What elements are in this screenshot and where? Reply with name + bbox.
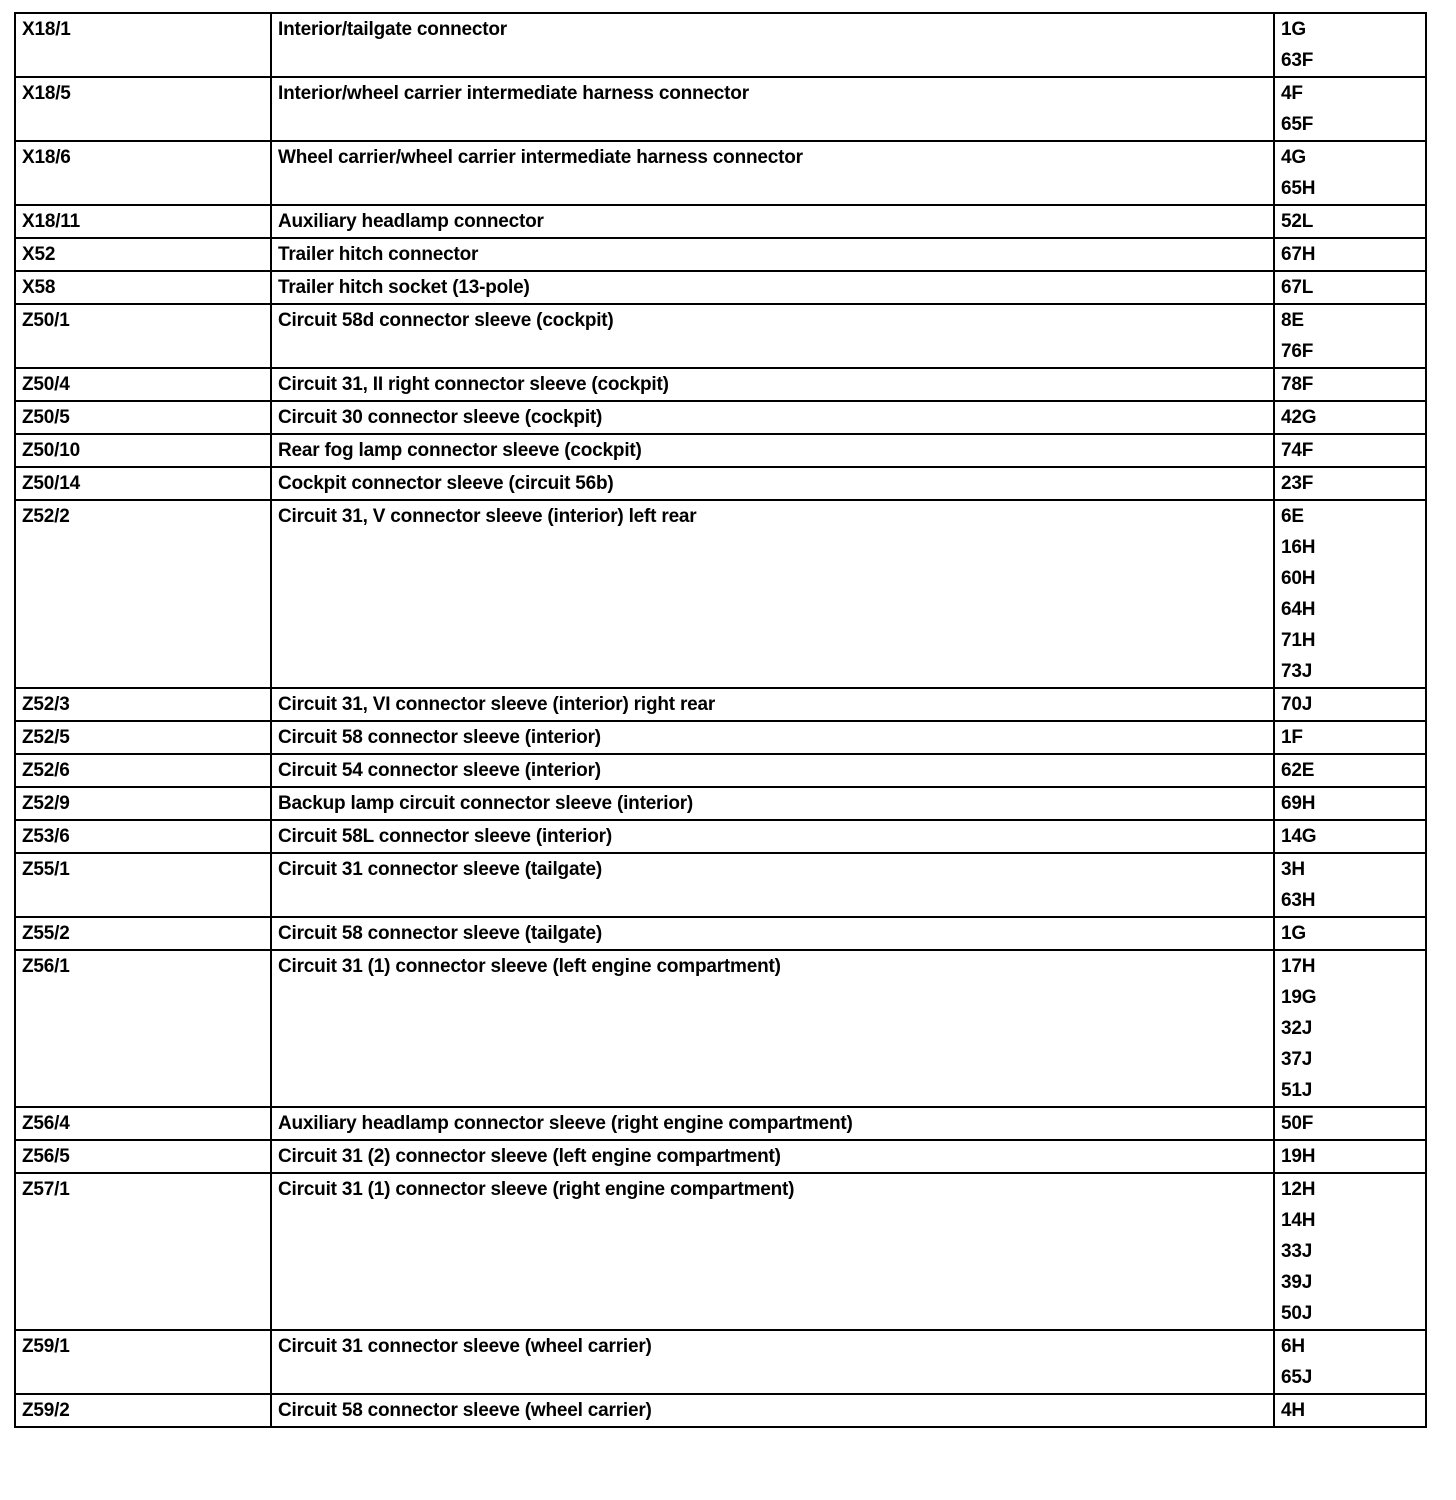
grid-location-cell bbox=[1274, 721, 1426, 754]
component-code-cell: Z52/2 bbox=[15, 500, 271, 688]
grid-location-cell bbox=[1274, 688, 1426, 721]
grid-location: 51J bbox=[1281, 1080, 1313, 1101]
component-code-cell: X18/1 bbox=[15, 13, 271, 77]
grid-location-cell bbox=[1274, 368, 1426, 401]
grid-location: 1G bbox=[1281, 923, 1306, 944]
table-row bbox=[15, 434, 1426, 467]
legend-table-body bbox=[15, 13, 1426, 1427]
table-row bbox=[15, 77, 1426, 141]
grid-location-cell bbox=[1274, 1330, 1426, 1394]
grid-location-cell bbox=[1274, 271, 1426, 304]
grid-location-cell bbox=[1274, 1140, 1426, 1173]
grid-location: 50F bbox=[1281, 1113, 1314, 1134]
component-code-cell: X18/11 bbox=[15, 205, 271, 238]
grid-location: 73J bbox=[1281, 661, 1313, 682]
component-description-cell: Interior/wheel carrier intermediate harness connector bbox=[271, 77, 1274, 141]
grid-location: 6H bbox=[1281, 1336, 1305, 1357]
grid-location-cell bbox=[1274, 1107, 1426, 1140]
component-description-cell: Circuit 58d connector sleeve (cockpit) bbox=[271, 304, 1274, 368]
table-row bbox=[15, 401, 1426, 434]
grid-location-cell bbox=[1274, 238, 1426, 271]
grid-location-cell bbox=[1274, 917, 1426, 950]
grid-location-cell bbox=[1274, 434, 1426, 467]
table-row bbox=[15, 820, 1426, 853]
component-description-cell: Interior/tailgate connector bbox=[271, 13, 1274, 77]
grid-location-cell bbox=[1274, 401, 1426, 434]
component-description-cell: Circuit 30 connector sleeve (cockpit) bbox=[271, 401, 1274, 434]
table-row bbox=[15, 688, 1426, 721]
grid-location: 67H bbox=[1281, 244, 1316, 265]
table-row bbox=[15, 13, 1426, 77]
component-code-cell: Z50/5 bbox=[15, 401, 271, 434]
component-code-cell: Z56/1 bbox=[15, 950, 271, 1107]
component-description-cell: Circuit 58L connector sleeve (interior) bbox=[271, 820, 1274, 853]
grid-location: 19H bbox=[1281, 1146, 1316, 1167]
grid-location: 50J bbox=[1281, 1303, 1313, 1324]
component-code-cell: Z52/9 bbox=[15, 787, 271, 820]
component-legend-table bbox=[14, 12, 1427, 1428]
grid-location: 71H bbox=[1281, 630, 1316, 651]
grid-location: 33J bbox=[1281, 1241, 1313, 1262]
table-row bbox=[15, 141, 1426, 205]
component-description-cell: Circuit 58 connector sleeve (wheel carrier) bbox=[271, 1394, 1274, 1427]
component-code-cell: Z56/5 bbox=[15, 1140, 271, 1173]
component-code-cell: Z57/1 bbox=[15, 1173, 271, 1330]
grid-location-cell bbox=[1274, 304, 1426, 368]
component-description-cell: Circuit 31, V connector sleeve (interior) left rear bbox=[271, 500, 1274, 688]
component-description-cell: Circuit 31 (2) connector sleeve (left engine compartment) bbox=[271, 1140, 1274, 1173]
component-description-cell: Circuit 31 connector sleeve (wheel carrier) bbox=[271, 1330, 1274, 1394]
grid-location: 12H bbox=[1281, 1179, 1316, 1200]
grid-location: 64H bbox=[1281, 599, 1316, 620]
component-description-cell: Circuit 31 (1) connector sleeve (left engine compartment) bbox=[271, 950, 1274, 1107]
table-row bbox=[15, 1394, 1426, 1427]
component-code-cell: Z52/6 bbox=[15, 754, 271, 787]
grid-location: 60H bbox=[1281, 568, 1316, 589]
component-code-cell: Z55/1 bbox=[15, 853, 271, 917]
table-row bbox=[15, 368, 1426, 401]
component-description-cell: Backup lamp circuit connector sleeve (interior) bbox=[271, 787, 1274, 820]
component-description-cell: Circuit 54 connector sleeve (interior) bbox=[271, 754, 1274, 787]
grid-location: 65H bbox=[1281, 178, 1316, 199]
table-row bbox=[15, 917, 1426, 950]
grid-location-cell bbox=[1274, 13, 1426, 77]
component-code-cell: Z50/14 bbox=[15, 467, 271, 500]
grid-location-cell bbox=[1274, 1394, 1426, 1427]
component-code-cell: X18/5 bbox=[15, 77, 271, 141]
table-row bbox=[15, 271, 1426, 304]
component-code-cell: X18/6 bbox=[15, 141, 271, 205]
component-code-cell: Z50/4 bbox=[15, 368, 271, 401]
table-row bbox=[15, 721, 1426, 754]
grid-location-cell bbox=[1274, 467, 1426, 500]
component-code-cell: Z52/5 bbox=[15, 721, 271, 754]
grid-location-cell bbox=[1274, 500, 1426, 688]
component-code-cell: Z56/4 bbox=[15, 1107, 271, 1140]
table-row bbox=[15, 500, 1426, 688]
component-description-cell: Circuit 31 (1) connector sleeve (right engine compartment) bbox=[271, 1173, 1274, 1330]
grid-location: 23F bbox=[1281, 473, 1314, 494]
component-code-cell: Z52/3 bbox=[15, 688, 271, 721]
grid-location: 1F bbox=[1281, 727, 1303, 748]
component-description-cell: Trailer hitch connector bbox=[271, 238, 1274, 271]
grid-location: 4F bbox=[1281, 83, 1303, 104]
grid-location: 62E bbox=[1281, 760, 1315, 781]
table-row bbox=[15, 238, 1426, 271]
grid-location: 74F bbox=[1281, 440, 1314, 461]
grid-location: 63H bbox=[1281, 890, 1316, 911]
table-row bbox=[15, 1173, 1426, 1330]
table-row bbox=[15, 467, 1426, 500]
table-row bbox=[15, 1107, 1426, 1140]
grid-location: 78F bbox=[1281, 374, 1314, 395]
grid-location-cell bbox=[1274, 141, 1426, 205]
component-description-cell: Rear fog lamp connector sleeve (cockpit) bbox=[271, 434, 1274, 467]
table-row bbox=[15, 754, 1426, 787]
component-description-cell: Auxiliary headlamp connector sleeve (right engine compartment) bbox=[271, 1107, 1274, 1140]
grid-location: 42G bbox=[1281, 407, 1317, 428]
component-description-cell: Wheel carrier/wheel carrier intermediate harness connector bbox=[271, 141, 1274, 205]
grid-location: 3H bbox=[1281, 859, 1305, 880]
grid-location: 19G bbox=[1281, 987, 1317, 1008]
grid-location: 65J bbox=[1281, 1367, 1313, 1388]
grid-location: 65F bbox=[1281, 114, 1314, 135]
grid-location: 1G bbox=[1281, 19, 1306, 40]
grid-location: 4H bbox=[1281, 1400, 1305, 1421]
component-description-cell: Circuit 58 connector sleeve (interior) bbox=[271, 721, 1274, 754]
grid-location: 63F bbox=[1281, 50, 1314, 71]
component-code-cell: Z59/1 bbox=[15, 1330, 271, 1394]
grid-location: 16H bbox=[1281, 537, 1316, 558]
grid-location: 39J bbox=[1281, 1272, 1313, 1293]
table-row bbox=[15, 205, 1426, 238]
table-row bbox=[15, 1330, 1426, 1394]
component-description-cell: Circuit 58 connector sleeve (tailgate) bbox=[271, 917, 1274, 950]
component-description-cell: Trailer hitch socket (13-pole) bbox=[271, 271, 1274, 304]
grid-location-cell bbox=[1274, 853, 1426, 917]
table-row bbox=[15, 853, 1426, 917]
grid-location: 67L bbox=[1281, 277, 1314, 298]
component-code-cell: Z53/6 bbox=[15, 820, 271, 853]
grid-location-cell bbox=[1274, 754, 1426, 787]
grid-location: 4G bbox=[1281, 147, 1306, 168]
grid-location: 76F bbox=[1281, 341, 1314, 362]
component-description-cell: Circuit 31, II right connector sleeve (cockpit) bbox=[271, 368, 1274, 401]
table-row bbox=[15, 1140, 1426, 1173]
table-row bbox=[15, 304, 1426, 368]
grid-location: 37J bbox=[1281, 1049, 1313, 1070]
grid-location-cell bbox=[1274, 950, 1426, 1107]
grid-location: 52L bbox=[1281, 211, 1314, 232]
table-row bbox=[15, 787, 1426, 820]
component-description-cell: Circuit 31, VI connector sleeve (interior) right rear bbox=[271, 688, 1274, 721]
grid-location: 14G bbox=[1281, 826, 1317, 847]
component-code-cell: Z50/10 bbox=[15, 434, 271, 467]
grid-location: 14H bbox=[1281, 1210, 1316, 1231]
grid-location-cell bbox=[1274, 205, 1426, 238]
component-description-cell: Circuit 31 connector sleeve (tailgate) bbox=[271, 853, 1274, 917]
grid-location: 32J bbox=[1281, 1018, 1313, 1039]
component-description-cell: Auxiliary headlamp connector bbox=[271, 205, 1274, 238]
component-code-cell: X58 bbox=[15, 271, 271, 304]
grid-location-cell bbox=[1274, 820, 1426, 853]
table-row bbox=[15, 950, 1426, 1107]
grid-location-cell bbox=[1274, 77, 1426, 141]
grid-location: 69H bbox=[1281, 793, 1316, 814]
grid-location: 17H bbox=[1281, 956, 1316, 977]
component-description-cell: Cockpit connector sleeve (circuit 56b) bbox=[271, 467, 1274, 500]
grid-location-cell bbox=[1274, 1173, 1426, 1330]
grid-location: 6E bbox=[1281, 506, 1304, 527]
grid-location: 8E bbox=[1281, 310, 1304, 331]
component-code-cell: X52 bbox=[15, 238, 271, 271]
grid-location: 70J bbox=[1281, 694, 1313, 715]
component-code-cell: Z59/2 bbox=[15, 1394, 271, 1427]
grid-location-cell bbox=[1274, 787, 1426, 820]
component-code-cell: Z55/2 bbox=[15, 917, 271, 950]
component-code-cell: Z50/1 bbox=[15, 304, 271, 368]
